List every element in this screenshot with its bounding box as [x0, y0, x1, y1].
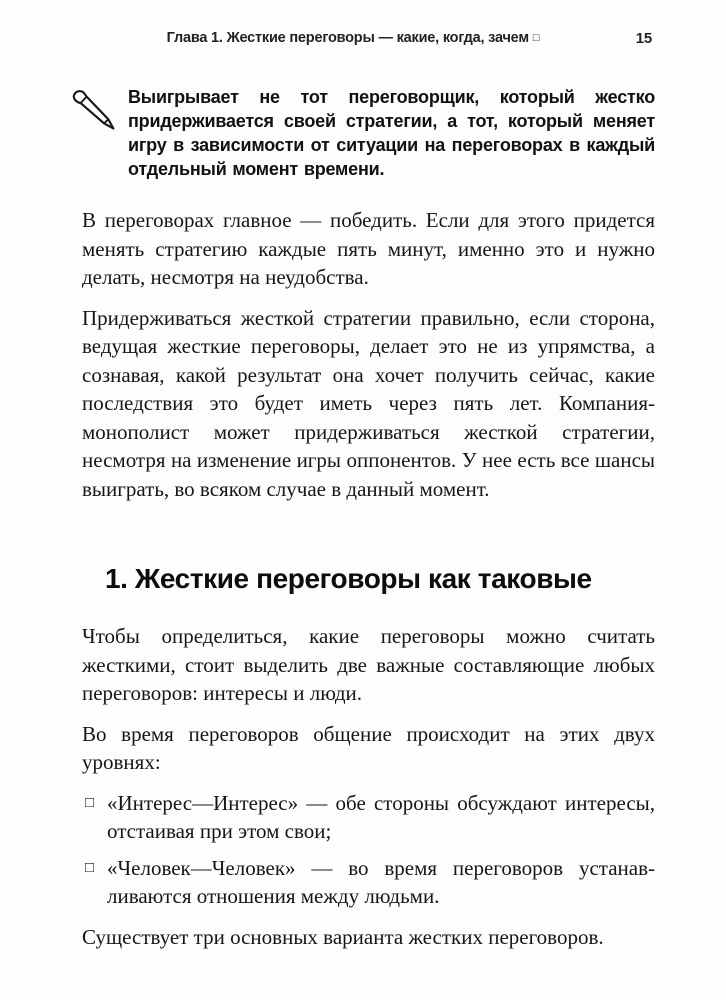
note-text: Выигрывает не тот переговорщик, который жестко придерживается своей стратегии, а тот, который меняет игру в зависимости от ситуации на переговорах в каждый отдельный момент времени. — [128, 87, 655, 179]
pen-icon — [70, 87, 118, 133]
closing-line: Существует три основных варианта жестких переговоров. — [82, 924, 604, 949]
list-item-text: «Интерес—Интерес» — обе стороны обсуждают интересы, отстаивая при этом свои; — [107, 790, 655, 843]
chapter-title-text: Глава 1. Жесткие переговоры — какие, когда, зачем — [166, 30, 529, 46]
list-item-text: «Человек—Человек» — во время переговоров устанавливаются отношения между людьми. — [107, 855, 655, 908]
chapter-title — [0, 30, 726, 46]
margin-note — [70, 85, 655, 181]
body-copy — [0, 206, 726, 951]
list-item — [85, 789, 655, 846]
running-head — [0, 0, 726, 52]
paragraph: Во время переговоров общение происходит на этих двух уровнях: — [82, 721, 655, 774]
paragraph: Чтобы определиться, какие переговоры можно считать жесткими, стоит выделить две важные составляющие любых переговоров: интересы и люди. — [82, 624, 655, 705]
square-ornament-icon: □ — [532, 32, 540, 44]
section-heading: 1. Жесткие переговоры как таковые — [105, 563, 592, 594]
bullet-list — [82, 789, 655, 911]
square-bullet-icon: □ — [85, 859, 95, 876]
paragraph: В переговорах главное — победить. Если для этого придется менять стратегию каждые пять минут, именно это и нужно делать, несмотря на неудобства. — [82, 208, 655, 289]
paragraph: Придерживаться жесткой стратегии правильно, если сторона, ведущая жесткие переговоры, делает это не из упрямства, а сознавая, какой результат она хочет получить сейчас, какие последствия это будет иметь через пять лет. Компания-монополист может придерживаться жесткой стратегии, несмотря на изменение игры оппонентов. У нее есть все шансы выиграть, во всяком случае в данный момент. — [82, 305, 655, 501]
square-bullet-icon: □ — [85, 794, 95, 811]
list-item — [85, 854, 655, 911]
page-number: 15 — [635, 30, 652, 47]
